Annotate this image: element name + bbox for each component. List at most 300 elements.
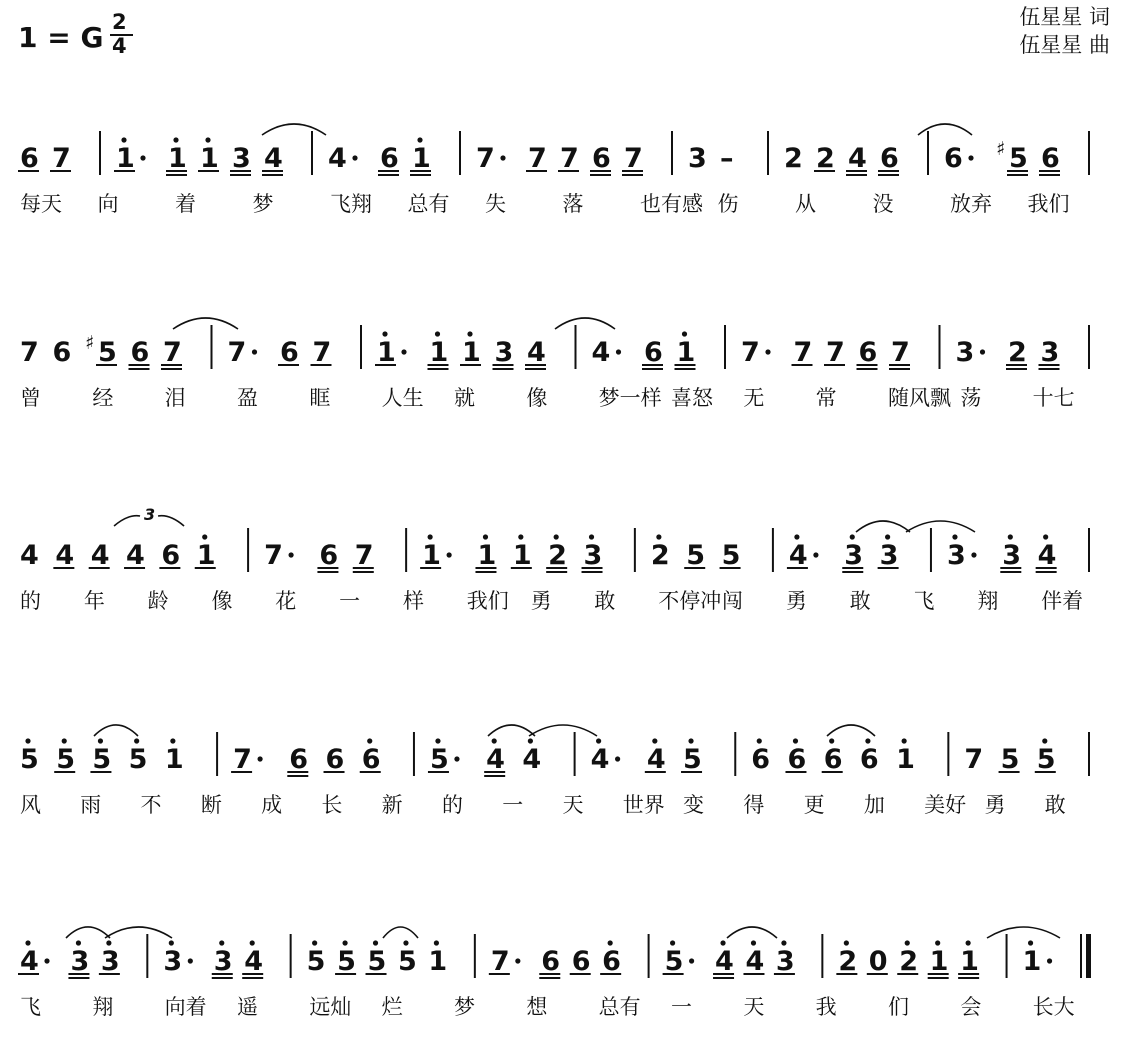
lyric-syllable: 我 [815,995,837,1019]
lyric-syllable: 样 [402,589,424,613]
note-digit: 4 [90,540,110,571]
tie-slur [827,725,875,736]
note-digit: 7 [891,337,910,368]
note-digit: 7 [528,143,547,174]
octave-dot-high [1042,738,1047,743]
note-digit: 3 [583,540,603,571]
octave-dot-high [850,534,855,539]
note-digit: 0 [868,946,888,977]
note-digit: 3 [1040,337,1060,368]
note-digit: 4 [591,337,611,368]
note-digit: 6 [571,946,591,977]
octave-dot-high [589,534,594,539]
octave-dot-high [793,738,798,743]
lyric-syllable: 没 [872,192,894,216]
octave-dot-high [373,940,378,945]
augmentation-dot [288,552,293,557]
note-digit: 6 [130,337,150,368]
octave-dot-high [865,738,870,743]
note-digit: 3 [688,143,707,174]
note-digit: 5 [337,946,356,977]
octave-dot-high [98,738,103,743]
note-digit: 5 [429,744,449,775]
note-digit: 3 [879,540,899,571]
note-digit: 6 [280,337,299,368]
augmentation-dot [257,756,262,761]
note-digit: 1 [196,540,216,571]
lyric-syllable: 花 [275,589,297,613]
lyric-syllable: 人生 [381,386,424,410]
lyric-syllable: 向 [97,192,119,216]
octave-dot-high [312,940,317,945]
octave-dot-high [202,534,207,539]
note-digit: 1 [377,337,396,368]
note-digit: 1 [676,337,696,368]
note-digit: 4 [715,946,734,977]
octave-dot-high [528,738,533,743]
note-digit: 7 [227,337,247,368]
octave-dot-high [382,331,387,336]
note-digit: 4 [745,946,765,977]
lyric-syllable: 飞 [913,589,935,613]
note-digit: 3 [946,540,966,571]
octave-dot-high [205,137,210,142]
lyric-syllable: 泪 [164,386,186,410]
lyric-syllable: 总有 [407,192,450,216]
lyric-syllable: 变 [683,793,705,817]
tie-slur [529,725,597,736]
octave-dot-high [905,940,910,945]
lyric-syllable: 十七 [1032,386,1075,410]
octave-dot-high [518,534,523,539]
note-digit: 4 [486,744,505,775]
note-digit: 1 [168,143,187,174]
augmentation-dot [252,349,257,354]
note-digit: 1 [512,540,532,571]
note-digit: 5 [721,540,741,571]
note-digit: 5 [1036,744,1056,775]
augmentation-dot [515,958,520,963]
note-digit: 1 [1022,946,1042,977]
note-digit: 1 [116,143,135,174]
octave-dot-high [720,940,725,945]
lyric-syllable: 失 [485,192,506,216]
lyric-syllable: 飞 [20,995,41,1019]
tie-slur [987,927,1060,938]
triplet-arc-right [158,516,184,526]
time-signature-denominator: 4 [112,34,127,58]
note-digit: 6 [944,143,963,174]
augmentation-dot [447,552,452,557]
octave-dot-high [121,137,126,142]
note-digit: 4 [646,744,666,775]
note-digit: 7 [264,540,283,571]
note-digit: 1 [164,744,184,775]
octave-dot-high [952,534,957,539]
tie-slur [727,927,777,938]
key-signature: 1 = G [18,21,104,54]
note-digit: 3 [163,946,183,977]
note-digit: 3 [100,946,120,977]
lyric-syllable: 随风飘 [888,386,951,410]
lyric-syllable: 会 [960,995,982,1019]
note-digit: 4 [20,946,39,977]
note-digit: 5 [367,946,387,977]
note-digit: 6 [289,744,309,775]
lyric-syllable: 成 [261,793,283,817]
lyric-syllable: 年 [83,589,105,613]
octave-dot-high [434,940,439,945]
lyric-syllable: 不 [140,793,162,817]
octave-dot-high [435,331,440,336]
note-digit: 6 [1041,143,1060,174]
octave-dot-high [417,137,422,142]
lyric-syllable: 遥 [237,995,258,1019]
note-digit: – [720,143,734,174]
note-digit: 4 [788,540,808,571]
lyric-syllable: 闯 [722,589,744,613]
note-digit: 5 [128,744,148,775]
note-digit: 6 [325,744,345,775]
octave-dot-high [656,534,661,539]
note-digit: 4 [328,143,347,174]
lyric-syllable: 敢 [849,589,871,613]
octave-dot-high [596,738,601,743]
note-digit: 1 [429,337,449,368]
lyric-syllable: 敢 [594,589,616,613]
octave-dot-high [62,738,67,743]
augmentation-dot [401,349,406,354]
lyric-syllable: 远灿 [309,995,352,1019]
note-digit: 3 [844,540,864,571]
note-digit: 2 [816,143,835,174]
octave-dot-high [367,738,372,743]
lyric-syllable: 眶 [309,386,331,410]
note-digit: 1 [422,540,441,571]
system-1 [18,131,1089,216]
note-digit: 6 [751,744,771,775]
octave-dot-high [682,331,687,336]
note-digit: 5 [1000,744,1020,775]
lyric-syllable: 新 [381,793,403,817]
note-digit: 6 [602,946,621,977]
note-digit: 6 [858,337,878,368]
octave-dot-high [794,534,799,539]
note-digit: 5 [664,946,684,977]
note-digit: 7 [20,337,39,368]
lyric-syllable: 伴着 [1041,589,1084,613]
note-digit: 3 [1002,540,1022,571]
octave-dot-high [169,940,174,945]
note-digit: 7 [312,337,332,368]
octave-dot-high [1028,940,1033,945]
note-digit: 1 [462,337,481,368]
octave-dot-high [492,738,497,743]
note-digit: 2 [1008,337,1027,368]
lyric-syllable: 曾 [20,386,41,410]
note-digit: 6 [880,143,899,174]
note-digit: 5 [1009,143,1028,174]
lyric-syllable: 长大 [1032,995,1075,1019]
tie-slur [66,927,110,938]
note-digit: 6 [361,744,381,775]
octave-dot-high [781,940,786,945]
lyric-syllable: 勇 [530,589,552,613]
lyric-syllable: 每天 [20,192,62,216]
octave-dot-high [608,940,613,945]
augmentation-dot [616,349,621,354]
note-digit: 4 [848,143,867,174]
note-digit: 6 [859,744,879,775]
lyric-syllable: 向着 [164,995,207,1019]
note-digit: 3 [494,337,514,368]
lyric-syllable: 经 [92,386,114,410]
lyric-syllable: 敢 [1044,793,1066,817]
octave-dot-high [688,738,693,743]
note-digit: 1 [960,946,979,977]
note-digit: 5 [306,946,326,977]
note-digit: 4 [590,744,610,775]
system-5 [18,934,1091,1019]
triplet-arc-left [114,516,140,526]
lyric-syllable: 盈 [237,386,258,410]
note-digit: 1 [412,143,431,174]
note-digit: 3 [213,946,233,977]
note-digit: 7 [476,143,495,174]
lyric-syllable: 风 [20,793,41,817]
note-digit: 5 [92,744,112,775]
octave-dot-high [170,738,175,743]
lyric-syllable: 着 [175,192,196,216]
octave-dot-high [342,940,347,945]
note-digit: 1 [428,946,448,977]
lyric-syllable: 落 [562,192,584,216]
octave-dot-high [935,940,940,945]
system-3 [20,505,1089,613]
note-digit: 6 [592,143,611,174]
note-digit: 4 [55,540,75,571]
lyric-syllable: 翔 [92,995,114,1019]
octave-dot-high [173,137,178,142]
note-digit: 2 [650,540,670,571]
note-digit: 3 [955,337,975,368]
octave-dot-high [885,534,890,539]
octave-dot-high [902,738,907,743]
tie-slur [555,318,615,329]
note-digit: 5 [20,744,39,775]
note-digit: 7 [52,143,71,174]
lyric-syllable: 不停冲 [658,589,722,613]
octave-dot-high [219,940,224,945]
note-digit: 1 [929,946,949,977]
tie-slur [94,725,138,736]
augmentation-dot [615,756,620,761]
augmentation-dot [980,349,985,354]
note-digit: 1 [896,744,915,775]
lyric-syllable: 梦 [454,995,475,1019]
note-digit: 7 [233,744,252,775]
note-digit: 5 [56,744,76,775]
score-header [18,5,1110,58]
note-digit: 6 [20,143,39,174]
note-digit: 7 [490,946,510,977]
octave-dot-high [670,940,675,945]
note-digit: 7 [964,744,984,775]
lyric-syllable: 常 [815,386,837,410]
lyric-syllable: 的 [441,793,463,817]
lyric-syllable: 们 [888,995,909,1019]
note-digit: 2 [838,946,858,977]
augmentation-dot [454,756,459,761]
tie-slur [488,725,535,736]
lyric-syllable: 无 [743,386,765,410]
sharp-accidental: ♯ [85,332,95,354]
octave-dot-high [403,940,408,945]
augmentation-dot [813,552,818,557]
score-systems [18,124,1091,1019]
note-digit: 6 [787,744,807,775]
octave-dot-high [751,940,756,945]
note-digit: 6 [161,540,181,571]
note-digit: 1 [477,540,497,571]
note-digit: 5 [683,744,702,775]
tie-slur [906,521,975,532]
lyric-syllable: 更 [803,793,825,817]
lyric-syllable: 美好 [924,793,967,817]
octave-dot-high [966,940,971,945]
lyric-syllable: 也有感 [640,192,703,216]
lyric-syllable: 的 [20,589,41,613]
system-2 [20,325,1089,410]
octave-dot-high [829,738,834,743]
octave-dot-high [652,738,657,743]
lyric-syllable: 天 [743,995,765,1019]
lyric-syllable: 烂 [381,995,403,1019]
lyric-syllable: 雨 [80,793,102,817]
note-digit: 6 [823,744,843,775]
note-digit: 4 [1037,540,1057,571]
lyric-syllable: 一 [671,995,692,1019]
sharp-accidental: ♯ [996,138,1006,160]
lyric-syllable: 翔 [977,589,999,613]
note-digit: 5 [397,946,417,977]
octave-dot-high [250,940,255,945]
lyric-syllable: 像 [211,589,233,613]
note-digit: 6 [319,540,339,571]
octave-dot-high [428,534,433,539]
time-signature-numerator: 2 [112,10,127,34]
lyric-syllable: 就 [454,386,475,410]
lyric-syllable: 像 [526,386,548,410]
augmentation-dot [971,552,976,557]
lyric-syllable: 天 [562,793,584,817]
octave-dot-high [134,738,139,743]
note-digit: 4 [522,744,542,775]
octave-dot-high [757,738,762,743]
note-digit: 4 [244,946,263,977]
note-digit: 7 [624,143,643,174]
lyric-syllable: 荡 [960,386,982,410]
note-digit: 2 [899,946,919,977]
augmentation-dot [500,155,505,160]
tie-slur [856,521,910,532]
note-digit: 4 [264,143,283,174]
system-4 [20,732,1089,817]
note-digit: 4 [20,540,39,571]
lyric-syllable: 总有 [598,995,641,1019]
note-digit: 6 [380,143,399,174]
lyric-syllable: 勇 [984,793,1006,817]
tie-slur [262,124,326,135]
note-digit: 3 [70,946,90,977]
octave-dot-high [1008,534,1013,539]
note-digit: 1 [200,143,219,174]
octave-dot-high [467,331,472,336]
note-digit: 3 [232,143,251,174]
augmentation-dot [140,155,145,160]
octave-dot-high [844,940,849,945]
tie-slur [918,124,972,135]
augmentation-dot [765,349,770,354]
octave-dot-high [435,738,440,743]
lyric-syllable: 一 [502,793,524,817]
note-digit: 6 [541,946,561,977]
lyric-syllable: 飞翔 [330,192,372,216]
lyric-syllable: 加 [863,793,885,817]
octave-dot-high [106,940,111,945]
lyric-syllable: 梦 [252,192,274,216]
note-digit: 5 [98,337,117,368]
octave-dot-high [25,940,30,945]
lyric-syllable: 勇 [785,589,807,613]
octave-dot-high [554,534,559,539]
octave-dot-high [483,534,488,539]
octave-dot-high [25,738,30,743]
lyricist-credit: 伍星星 词 [1019,5,1110,29]
tie-slur [383,927,418,938]
note-digit: 3 [775,946,795,977]
note-digit: 5 [686,540,706,571]
note-digit: 2 [548,540,567,571]
note-digit: 7 [560,143,579,174]
lyric-syllable: 喜怒 [671,386,713,410]
augmentation-dot [188,958,193,963]
lyric-syllable: 想 [526,995,548,1019]
lyric-syllable: 伤 [717,192,739,216]
lyric-syllable: 一 [339,589,361,613]
note-digit: 2 [784,143,803,174]
lyric-syllable: 世界 [622,793,665,817]
final-barline-thick [1086,934,1091,978]
lyric-syllable: 放弃 [950,192,992,216]
note-digit: 7 [354,540,374,571]
augmentation-dot [44,958,49,963]
octave-dot-high [76,940,81,945]
note-digit: 4 [126,540,145,571]
composer-credit: 伍星星 曲 [1019,33,1110,57]
augmentation-dot [352,155,357,160]
lyric-syllable: 从 [795,192,816,216]
tie-slur [105,927,172,938]
note-digit: 7 [793,337,813,368]
note-digit: 6 [644,337,663,368]
octave-dot-high [1043,534,1048,539]
note-digit: 7 [163,337,182,368]
lyric-syllable: 梦一样 [598,386,662,410]
augmentation-dot [968,155,973,160]
lyric-syllable: 长 [321,793,343,817]
augmentation-dot [1047,958,1052,963]
